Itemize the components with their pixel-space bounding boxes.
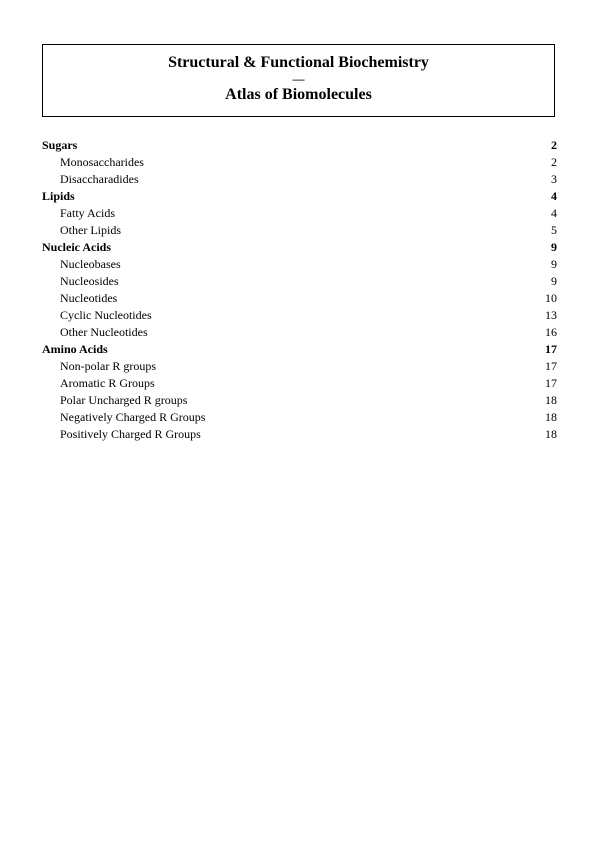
- table-of-contents: [42, 137, 557, 443]
- toc-section-label: Amino Acids: [42, 342, 108, 356]
- toc-section-label: Lipids: [42, 189, 75, 203]
- toc-page-number: 4: [551, 206, 557, 220]
- toc-page-number: 17: [545, 359, 557, 373]
- toc-item-label: Other Nucleotides: [60, 325, 148, 339]
- toc-page-number: 2: [551, 155, 557, 169]
- toc-page-number: 5: [551, 223, 557, 237]
- toc-item-nucleobases[interactable]: [42, 256, 557, 273]
- toc-page-number: 18: [545, 393, 557, 407]
- toc-page-number: 17: [545, 376, 557, 390]
- toc-item-label: Disaccharadides: [60, 172, 139, 186]
- toc-section-amino-acids[interactable]: [42, 341, 557, 358]
- toc-item-label: Monosaccharides: [60, 155, 144, 169]
- title-box: [42, 44, 555, 117]
- toc-page-number: 13: [545, 308, 557, 322]
- toc-item-non-polar-r-groups[interactable]: [42, 358, 557, 375]
- toc-page-number: 9: [551, 257, 557, 271]
- toc-item-label: Other Lipids: [60, 223, 121, 237]
- toc-item-label: Nucleosides: [60, 274, 119, 288]
- toc-item-label: Nucleotides: [60, 291, 118, 305]
- toc-section-nucleic-acids[interactable]: [42, 239, 557, 256]
- toc-item-monosaccharides[interactable]: [42, 154, 557, 171]
- toc-item-label: Nucleobases: [60, 257, 121, 271]
- document-title: Structural & Functional Biochemistry: [168, 54, 429, 71]
- toc-section-label: Sugars: [42, 138, 78, 152]
- toc-page-number: 2: [551, 138, 557, 152]
- toc-page-number: 16: [545, 325, 557, 339]
- toc-page-number: 17: [545, 342, 557, 356]
- toc-page-number: 3: [551, 172, 557, 186]
- toc-item-positively-charged-r-groups[interactable]: [42, 426, 557, 443]
- toc-item-label: Cyclic Nucleotides: [60, 308, 152, 322]
- toc-item-cyclic-nucleotides[interactable]: [42, 307, 557, 324]
- toc-item-label: Fatty Acids: [60, 206, 116, 220]
- document-subtitle: Atlas of Biomolecules: [225, 86, 372, 103]
- toc-page-number: 18: [545, 427, 557, 441]
- toc-page-number: 18: [545, 410, 557, 424]
- toc-item-nucleotides[interactable]: [42, 290, 557, 307]
- toc-page-number: 4: [551, 189, 557, 203]
- toc-item-label: Aromatic R Groups: [60, 376, 155, 390]
- toc-item-label: Positively Charged R Groups: [60, 427, 201, 441]
- toc-item-label: Non-polar R groups: [60, 359, 156, 373]
- toc-item-disaccharadides[interactable]: [42, 171, 557, 188]
- toc-item-negatively-charged-r-groups[interactable]: [42, 409, 557, 426]
- toc-page-number: 10: [545, 291, 557, 305]
- toc-item-label: Negatively Charged R Groups: [60, 410, 206, 424]
- toc-item-aromatic-r-groups[interactable]: [42, 375, 557, 392]
- toc-item-other-nucleotides[interactable]: [42, 324, 557, 341]
- toc-page-number: 9: [551, 240, 557, 254]
- toc-section-label: Nucleic Acids: [42, 240, 111, 254]
- title-separator: —: [292, 72, 305, 86]
- toc-item-fatty-acids[interactable]: [42, 205, 557, 222]
- toc-page-number: 9: [551, 274, 557, 288]
- toc-item-nucleosides[interactable]: [42, 273, 557, 290]
- toc-item-other-lipids[interactable]: [42, 222, 557, 239]
- toc-section-lipids[interactable]: [42, 188, 557, 205]
- toc-section-sugars[interactable]: [42, 137, 557, 154]
- toc-item-polar-uncharged-r-groups[interactable]: [42, 392, 557, 409]
- toc-item-label: Polar Uncharged R groups: [60, 393, 188, 407]
